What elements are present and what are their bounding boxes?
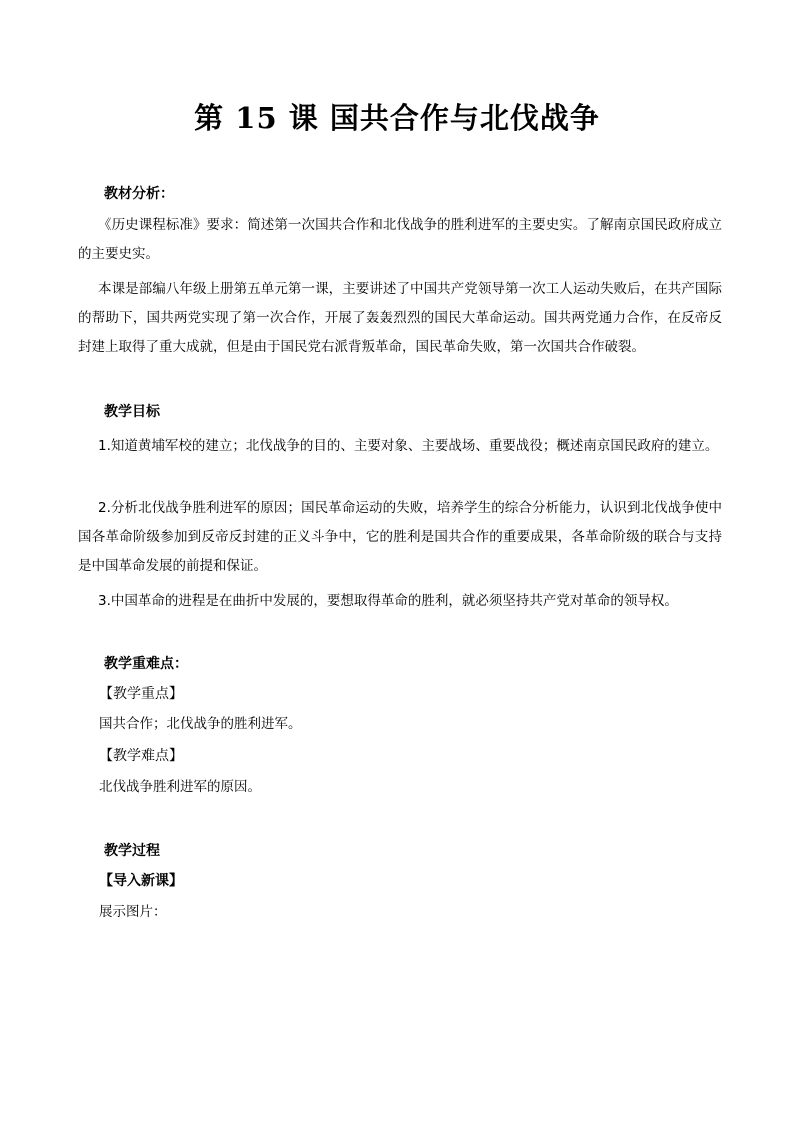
analysis-paragraph-2: 本课是部编八年级上册第五单元第一课，主要讲述了中国共产党领导第一次工人运动失败后，在共产国际的帮助下，国共两党实现了第一次合作，开展了轰轰烈烈的国民大革命运动。国共两党通力合作，在反帝反封建上取得了重大成就，但是由于国民党右派背叛革命，国民革命失败，第一次国共合作破裂。 — [78, 281, 722, 355]
intro-text: 展示图片： — [99, 904, 167, 920]
focus-label: 【教学重点】 — [99, 686, 183, 702]
goals-heading: 教学目标 — [104, 404, 160, 420]
intro-label: 【导入新课】 — [99, 873, 183, 889]
key-points-heading: 教学重难点： — [104, 656, 188, 672]
difficulty-label: 【教学难点】 — [99, 748, 183, 764]
goal-item-3: 3.中国革命的进程是在曲折中发展的，要想取得革命的胜利，就必须坚持共产党对革命的领导权。 — [98, 593, 678, 609]
analysis-heading: 教材分析： — [104, 186, 174, 202]
goal-item-2: 2.分析北伐战争胜利进军的原因；国民革命运动的失败，培养学生的综合分析能力，认识到北伐战争使中国各革命阶级参加到反帝反封建的正义斗争中，它的胜利是国共合作的重要成果，各革命阶级的联合与支持是中国革命发展的前提和保证。 — [78, 500, 722, 574]
process-heading: 教学过程 — [104, 843, 160, 859]
focus-text: 国共合作；北伐战争的胜利进军。 — [99, 716, 302, 732]
goal-item-1: 1.知道黄埔军校的建立；北伐战争的目的、主要对象、主要战场、重要战役；概述南京国民政府的建立。 — [98, 438, 719, 454]
analysis-paragraph-1: 《历史课程标准》要求：简述第一次国共合作和北伐战争的胜利进军的主要史实。了解南京国民政府成立的主要史实。 — [78, 217, 722, 262]
difficulty-text: 北伐战争胜利进军的原因。 — [99, 779, 261, 795]
lesson-title: 第 15 课 国共合作与北伐战争 — [194, 101, 600, 135]
